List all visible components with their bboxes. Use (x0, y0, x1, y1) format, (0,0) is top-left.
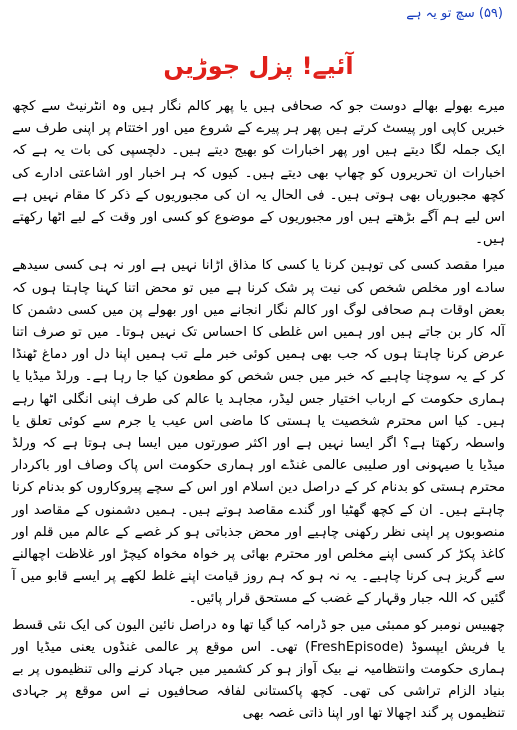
page-header: (۵۹) سچ تو یہ ہے (406, 6, 503, 21)
article-body (12, 96, 505, 730)
paragraph-2: میرا مقصد کسی کی توہین کرنا یا کسی کا مذاق اڑانا نہیں ہے اور نہ ہی کسی سیدھے سادے اور مخلص شخص کی نیت پر شک کرنا ہے میں تو محض اتنا کہنا چاہتا ہوں کہ بعض اوقات ہم صحافی لوگ اور کالم نگار انجانے میں اور بھولے پن میں کسی دشمن کا آلہ کار بن جاتے ہیں اور ہمیں اس غلطی کا احساس تک نہیں ہوتا۔ میں تو صرف اتنا عرض کرنا چاہتا ہوں کہ جب بھی ہمیں کوئی خبر ملے تب ہمیں اپنا دل اور دماغ ٹھنڈا کر کے یہ سوچنا چاہیے کہ خبر میں جس شخص کو مطعون کیا جا رہا ہے۔ ورلڈ میڈیا یا ہماری حکومت کے ارباب اختیار جس لیڈر، مجاہد یا عالم کی طرف اپنی انگلی اٹھا رہے ہیں۔ کیا اس محترم شخصیت یا ہستی کا ماضی اس عیب یا جرم سے کوئی تعلق یا واسطہ رکھتا ہے؟ اگر ایسا نہیں ہے اور اکثر صورتوں میں ایسا ہی ہوتا ہے کہ ورلڈ میڈیا یا صیہونی اور صلیبی عالمی غنڈے اور ہماری حکومت اس پاک وصاف اور باکردار محترم ہستی کو بدنام کر کے دراصل دین اسلام اور اس کے سچے پیروکاروں کو بدنام کرنا چاہتے ہیں۔ ان کے کچھ گھٹیا اور گندے مقاصد ہوتے ہیں۔ ہمیں دشمنوں کے مقاصد اور منصوبوں پر اپنی نظر رکھنی چاہیے اور محض جذباتی ہو کر غصے کے عالم میں قلم اور کاغذ پکڑ کر کسی اپنے مخلص اور محترم بھائی پر خواہ مخواہ کیچڑ اور غلاظت اچھالنے سے گریز ہی کرنا چاہیے۔ یہ نہ ہو کہ ہم روز قیامت اپنے غلط لکھے پر ایسے قابو میں آ گئیں کہ اللہ جبار وقہار کے غضب کے مستحق قرار پائیں۔ (12, 258, 505, 607)
paragraph-3: چھبیس نومبر کو ممبئی میں جو ڈرامہ کیا گیا تھا وہ دراصل نائین الیون کی ایک نئی قسط یا فریش ایپسوڈ (FreshEpisode) تھی۔ اس موقع پر عالمی غنڈوں یعنی میڈیا اور ہماری حکومت وانتظامیہ نے بیک آواز ہو کر کشمیر میں جہاد کرنے والی تنظیموں پر بے بنیاد الزام تراشی کی تھی۔ کچھ پاکستانی لفافہ صحافیوں نے اس موقع پر جہادی تنظیموں پر گند اچھالا تھا اور اپنا ذاتی غصہ بھی (12, 617, 505, 722)
article-title: آئیے! پزل جوڑیں (163, 52, 354, 80)
paragraph-1: میرے بھولے بھالے دوست جو کہ صحافی ہیں یا پھر کالم نگار ہیں وہ انٹرنیٹ سے کچھ خبریں کاپی اور پیسٹ کرتے ہیں پھر ہر پیرے کے شروع میں اور اختتام پر اپنی طرف سے ایک جملہ لگا دیتے ہیں اور پھر اخبارات کو بھیج دیتے ہیں۔ دلچسپی کی بات یہ ہے کہ اخبارات ان تحریروں کو چھاپ بھی دیتے ہیں۔ کیوں کہ ہر اخبار اور اشاعتی ادارے کی کچھ مجبوریاں بھی ہوتی ہیں۔ فی الحال یہ ان کی مجبوریوں کے ذکر کا مقام نہیں ہے اس لیے ہم آگے بڑھتے ہیں اور مجبوریوں کے موضوع کو کسی اور وقت کے لیے اٹھا رکھتے ہیں۔ (12, 99, 505, 248)
